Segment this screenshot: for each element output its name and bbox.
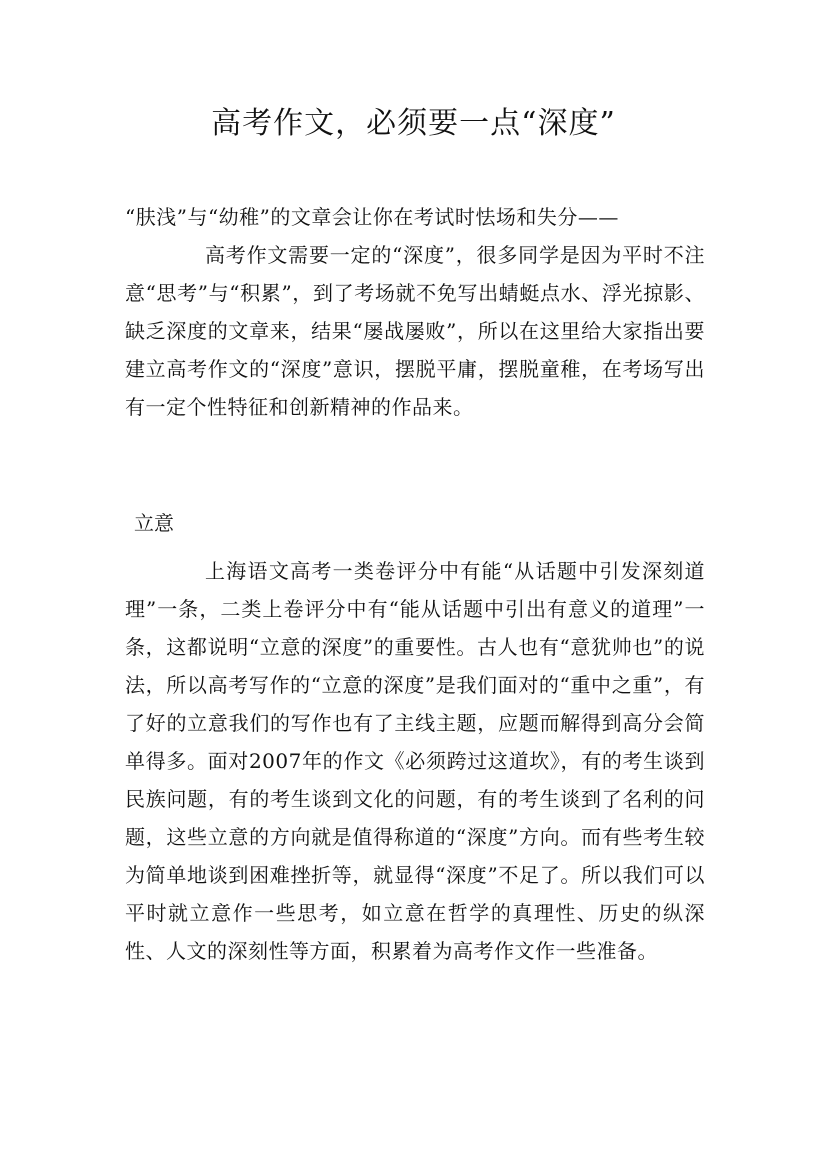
section-body-text: 上海语文高考一类卷评分中有能“从话题中引发深刻道理”一条，二类上卷评分中有“能从话题中引出有意义的道理”一条，这都说明“立意的深度”的重要性。古人也有“意犹帅也”的说法，所以高考写作的“立意的深度”是我们面对的“重中之重”，有了好的立意我们的写作也有了主线主题，应题而解得到高分会简单得多。面对2007年的作文《必须跨过这道坎》，有的考生谈到民族问题，有的考生谈到文化的问题，有的考生谈到了名利的问题，这些立意的方向就是值得称道的“深度”方向。而有些考生较为简单地谈到困难挫折等，就显得“深度”不足了。所以我们可以平时就立意作一些思考，如立意在哲学的真理性、历史的纵深性、人文的深刻性等方面，积累着为高考作文作一些准备。 xyxy=(125,559,705,963)
intro-body-text: 高考作文需要一定的“深度”，很多同学是因为平时不注意“思考”与“积累”，到了考场就不免写出蜻蜓点水、浮光掠影、缺乏深度的文章来，结果“屡战屡败”，所以在这里给大家指出要建立高考作文的“深度”意识，摆脱平庸，摆脱童稚，在考场写出有一定个性特征和创新精神的作品来。 xyxy=(125,243,705,419)
intro-lead-text: “肤浅”与“幼稚”的文章会让你在考试时怯场和失分—— xyxy=(125,205,619,229)
section-heading: 立意 xyxy=(134,511,174,535)
intro-body-paragraph xyxy=(125,236,705,426)
intro-lead-paragraph xyxy=(125,198,705,236)
section-body-paragraph xyxy=(125,552,705,970)
document-title: 高考作文，必须要一点“深度” xyxy=(211,106,616,141)
